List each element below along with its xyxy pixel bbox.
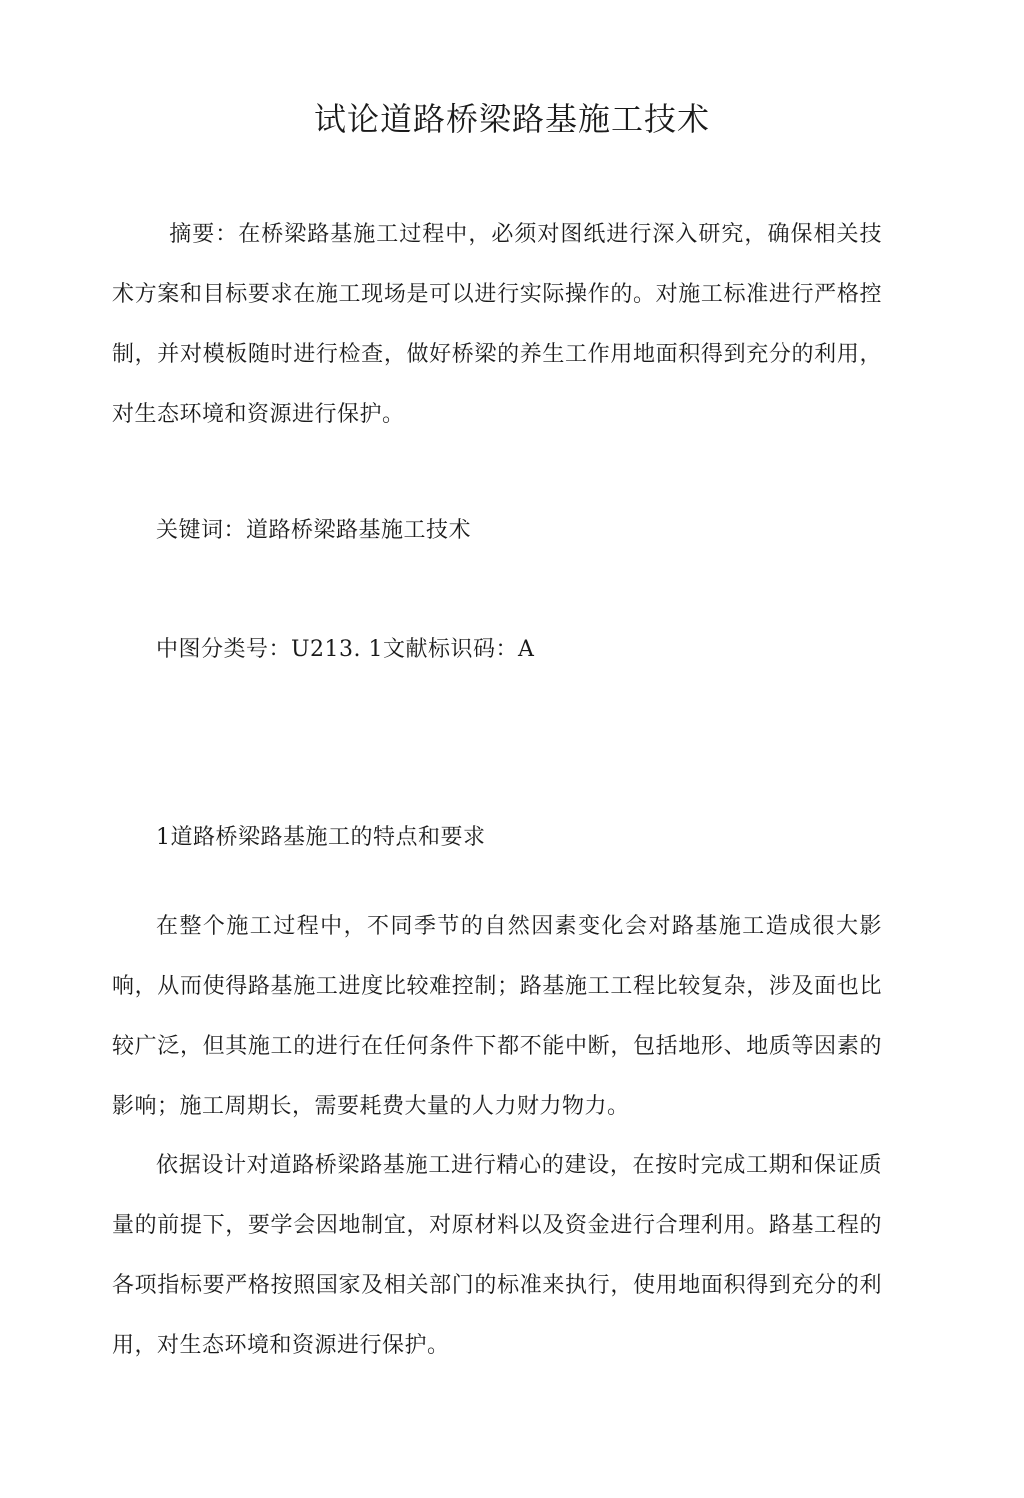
section-heading: 1道路桥梁路基施工的特点和要求: [156, 825, 486, 850]
abstract-paragraph: 摘要：在桥梁路基施工过程中，必须对图纸进行深入研究，确保相关技术方案和目标要求在施工现场是可以进行实际操作的。对施工标准进行严格控制，并对模板随时进行检查，做好桥梁的养生工作用地面积得到充分的利用，对生态环境和资源进行保护。: [112, 222, 882, 427]
body-paragraph-1: 在整个施工过程中，不同季节的自然因素变化会对路基施工造成很大影响，从而使得路基施工进度比较难控制；路基施工工程比较复杂，涉及面也比较广泛，但其施工的进行在任何条件下都不能中断，包括地形、地质等因素的影响；施工周期长，需要耗费大量的人力财力物力。: [112, 914, 882, 1119]
classification-line: 中图分类号：U213. 1文献标识码：A: [156, 637, 535, 662]
keywords-line: 关键词：道路桥梁路基施工技术: [156, 518, 472, 543]
body-paragraph-2: 依据设计对道路桥梁路基施工进行精心的建设，在按时完成工期和保证质量的前提下，要学会因地制宜，对原材料以及资金进行合理利用。路基工程的各项指标要严格按照国家及相关部门的标准来执行，使用地面积得到充分的利用，对生态环境和资源进行保护。: [112, 1153, 882, 1358]
document-title: 试论道路桥梁路基施工技术: [313, 100, 710, 138]
